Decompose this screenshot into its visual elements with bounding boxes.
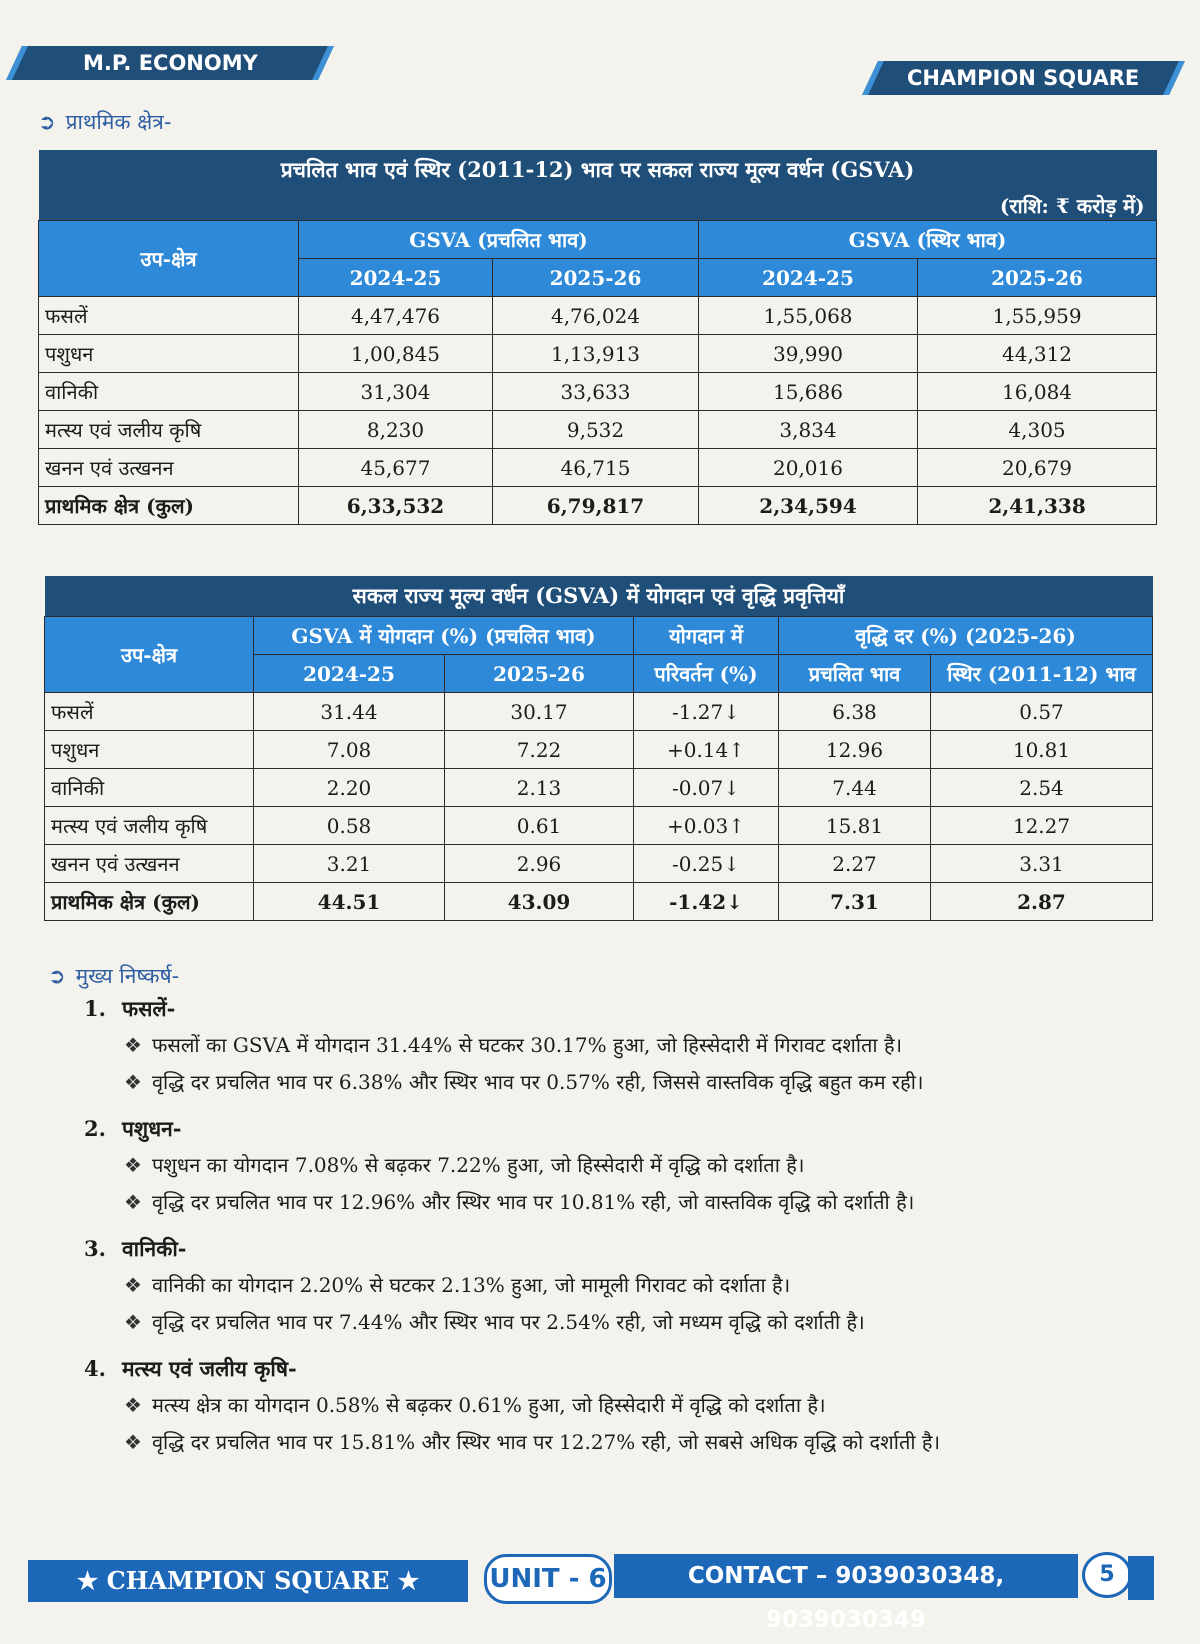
cell: 44,312 <box>918 335 1157 373</box>
cell: 0.57 <box>931 693 1153 731</box>
cell: 1,13,913 <box>493 335 699 373</box>
col-header-subsector: उप-क्षेत्र <box>39 221 299 297</box>
cell: -1.42↓ <box>634 883 779 921</box>
row-label: खनन एवं उत्खनन <box>39 449 299 487</box>
diamond-bullet-icon: ❖ <box>124 1070 142 1094</box>
finding-point: वृद्धि दर प्रचलित भाव पर 7.44% और स्थिर भाव पर 2.54% रही, जो मध्यम वृद्धि को दर्शाती है। <box>151 1310 865 1334</box>
col-header-year: 2025-26 <box>493 259 699 297</box>
table-row <box>39 449 1157 487</box>
col-group-share: GSVA में योगदान (%) (प्रचलित भाव) <box>254 617 634 655</box>
header-tag-mp-economy: M.P. ECONOMY <box>6 46 334 80</box>
diamond-bullet-icon: ❖ <box>124 1273 142 1297</box>
cell: -1.27↓ <box>634 693 779 731</box>
cell: -0.07↓ <box>634 769 779 807</box>
col-header-subsector: उप-क्षेत्र <box>45 617 254 693</box>
finding-item <box>84 995 1144 1095</box>
finding-item <box>84 1235 1144 1335</box>
cell: 20,016 <box>699 449 918 487</box>
row-label: फसलें <box>39 297 299 335</box>
cell: 15.81 <box>779 807 931 845</box>
cell: 7.31 <box>779 883 931 921</box>
row-label: मत्स्य एवं जलीय कृषि <box>45 807 254 845</box>
cell: 2,41,338 <box>918 487 1157 525</box>
gsva-values-table <box>38 150 1157 525</box>
cell: +0.14↑ <box>634 731 779 769</box>
header-tag-champion-square: CHAMPION SQUARE <box>862 61 1185 95</box>
row-label: मत्स्य एवं जलीय कृषि <box>39 411 299 449</box>
col-header-year: 2024-25 <box>699 259 918 297</box>
diamond-bullet-icon: ❖ <box>124 1310 142 1334</box>
finding-item <box>84 1115 1144 1215</box>
cell: 10.81 <box>931 731 1153 769</box>
cell: 44.51 <box>254 883 445 921</box>
col-group-growth: वृद्धि दर (%) (2025-26) <box>779 617 1153 655</box>
section-heading-findings: ➲ मुख्य निष्कर्ष- <box>48 964 180 988</box>
row-label: प्राथमिक क्षेत्र (कुल) <box>39 487 299 525</box>
cell: 2.27 <box>779 845 931 883</box>
cell: 1,55,959 <box>918 297 1157 335</box>
finding-point: पशुधन का योगदान 7.08% से बढ़कर 7.22% हुआ, जो हिस्सेदारी में वृद्धि को दर्शाता है। <box>151 1153 805 1177</box>
finding-point: फसलों का GSVA में योगदान 31.44% से घटकर 30.17% हुआ, जो हिस्सेदारी में गिरावट दर्शाता है। <box>151 1033 903 1057</box>
table-row-total <box>39 487 1157 525</box>
cell: 3.21 <box>254 845 445 883</box>
table-row <box>45 845 1153 883</box>
table-row <box>39 297 1157 335</box>
finding-title: वानिकी- <box>122 1236 187 1261</box>
table-row <box>45 693 1153 731</box>
table-row <box>39 411 1157 449</box>
cell: 4,47,476 <box>299 297 493 335</box>
cell: 3.31 <box>931 845 1153 883</box>
cell: -0.25↓ <box>634 845 779 883</box>
arrow-circle-icon: ➲ <box>48 964 66 988</box>
cell: 45,677 <box>299 449 493 487</box>
cell: 46,715 <box>493 449 699 487</box>
cell: 7.08 <box>254 731 445 769</box>
cell: 15,686 <box>699 373 918 411</box>
cell: 0.61 <box>445 807 634 845</box>
cell: 1,00,845 <box>299 335 493 373</box>
cell: 12.27 <box>931 807 1153 845</box>
col-header-year: 2025-26 <box>918 259 1157 297</box>
cell: 2.54 <box>931 769 1153 807</box>
footer-contact: CONTACT – 9039030348, 9039030349 <box>614 1554 1078 1598</box>
row-label: फसलें <box>45 693 254 731</box>
row-label: वानिकी <box>39 373 299 411</box>
table-title: प्रचलित भाव एवं स्थिर (2011-12) भाव पर सकल राज्य मूल्य वर्धन (GSVA) <box>39 150 1157 190</box>
page-number: 5 <box>1082 1552 1132 1598</box>
col-header-growth-constant: स्थिर (2011-12) भाव <box>931 655 1153 693</box>
finding-item <box>84 1355 1144 1455</box>
footer-accent-bar <box>1128 1556 1154 1600</box>
col-header-year: 2024-25 <box>299 259 493 297</box>
diamond-bullet-icon: ❖ <box>124 1190 142 1214</box>
col-header-year: 2025-26 <box>445 655 634 693</box>
table-unit: (राशि: ₹ करोड़ में) <box>39 190 1157 221</box>
finding-point: वानिकी का योगदान 2.20% से घटकर 2.13% हुआ, जो मामूली गिरावट को दर्शाता है। <box>151 1273 791 1297</box>
cell: 9,532 <box>493 411 699 449</box>
col-header-growth-current: प्रचलित भाव <box>779 655 931 693</box>
row-label: पशुधन <box>39 335 299 373</box>
cell: 2.87 <box>931 883 1153 921</box>
gsva-share-growth-table <box>44 576 1153 921</box>
footer-brand: ★ CHAMPION SQUARE ★ <box>28 1560 468 1602</box>
finding-number: 4. <box>84 1356 106 1381</box>
finding-point: मत्स्य क्षेत्र का योगदान 0.58% से बढ़कर 0.61% हुआ, जो हिस्सेदारी में वृद्धि को दर्शाता है। <box>151 1393 826 1417</box>
cell: 30.17 <box>445 693 634 731</box>
cell: 33,633 <box>493 373 699 411</box>
cell: 2.13 <box>445 769 634 807</box>
finding-point: वृद्धि दर प्रचलित भाव पर 6.38% और स्थिर भाव पर 0.57% रही, जिससे वास्तविक वृद्धि बहुत कम रही। <box>151 1070 924 1094</box>
finding-point: वृद्धि दर प्रचलित भाव पर 15.81% और स्थिर भाव पर 12.27% रही, जो सबसे अधिक वृद्धि को दर्शाती है। <box>151 1430 941 1454</box>
cell: 6,33,532 <box>299 487 493 525</box>
cell: 7.44 <box>779 769 931 807</box>
cell: 4,76,024 <box>493 297 699 335</box>
cell: 2.20 <box>254 769 445 807</box>
row-label: पशुधन <box>45 731 254 769</box>
row-label: वानिकी <box>45 769 254 807</box>
finding-title: पशुधन- <box>122 1116 182 1141</box>
cell: 7.22 <box>445 731 634 769</box>
cell: 8,230 <box>299 411 493 449</box>
diamond-bullet-icon: ❖ <box>124 1033 142 1057</box>
cell: 20,679 <box>918 449 1157 487</box>
cell: +0.03↑ <box>634 807 779 845</box>
table-row <box>45 807 1153 845</box>
footer-unit-badge: UNIT - 6 <box>484 1554 612 1604</box>
diamond-bullet-icon: ❖ <box>124 1153 142 1177</box>
col-header-year: 2024-25 <box>254 655 445 693</box>
cell: 1,55,068 <box>699 297 918 335</box>
findings-list <box>84 995 1144 1475</box>
finding-title: फसलें- <box>122 996 176 1021</box>
finding-number: 2. <box>84 1116 106 1141</box>
cell: 3,834 <box>699 411 918 449</box>
table-row-total <box>45 883 1153 921</box>
cell: 6.38 <box>779 693 931 731</box>
col-group-current: GSVA (प्रचलित भाव) <box>299 221 699 259</box>
col-header-change-line1: योगदान में <box>634 617 779 655</box>
finding-number: 1. <box>84 996 106 1021</box>
diamond-bullet-icon: ❖ <box>124 1430 142 1454</box>
table-row <box>39 335 1157 373</box>
cell: 39,990 <box>699 335 918 373</box>
finding-number: 3. <box>84 1236 106 1261</box>
table-row <box>45 769 1153 807</box>
finding-title: मत्स्य एवं जलीय कृषि- <box>122 1356 297 1381</box>
table-row <box>39 373 1157 411</box>
cell: 4,305 <box>918 411 1157 449</box>
cell: 6,79,817 <box>493 487 699 525</box>
cell: 31,304 <box>299 373 493 411</box>
row-label: खनन एवं उत्खनन <box>45 845 254 883</box>
cell: 16,084 <box>918 373 1157 411</box>
cell: 2.96 <box>445 845 634 883</box>
cell: 43.09 <box>445 883 634 921</box>
section-heading-primary: ➲ प्राथमिक क्षेत्र- <box>38 110 172 134</box>
arrow-circle-icon: ➲ <box>38 110 56 134</box>
col-header-change-line2: परिवर्तन (%) <box>634 655 779 693</box>
table-title: सकल राज्य मूल्य वर्धन (GSVA) में योगदान एवं वृद्धि प्रवृत्तियाँ <box>45 576 1153 617</box>
table-row <box>45 731 1153 769</box>
diamond-bullet-icon: ❖ <box>124 1393 142 1417</box>
cell: 12.96 <box>779 731 931 769</box>
cell: 31.44 <box>254 693 445 731</box>
finding-point: वृद्धि दर प्रचलित भाव पर 12.96% और स्थिर भाव पर 10.81% रही, जो वास्तविक वृद्धि को दर्शाती है। <box>151 1190 915 1214</box>
col-group-constant: GSVA (स्थिर भाव) <box>699 221 1157 259</box>
cell: 2,34,594 <box>699 487 918 525</box>
row-label: प्राथमिक क्षेत्र (कुल) <box>45 883 254 921</box>
cell: 0.58 <box>254 807 445 845</box>
